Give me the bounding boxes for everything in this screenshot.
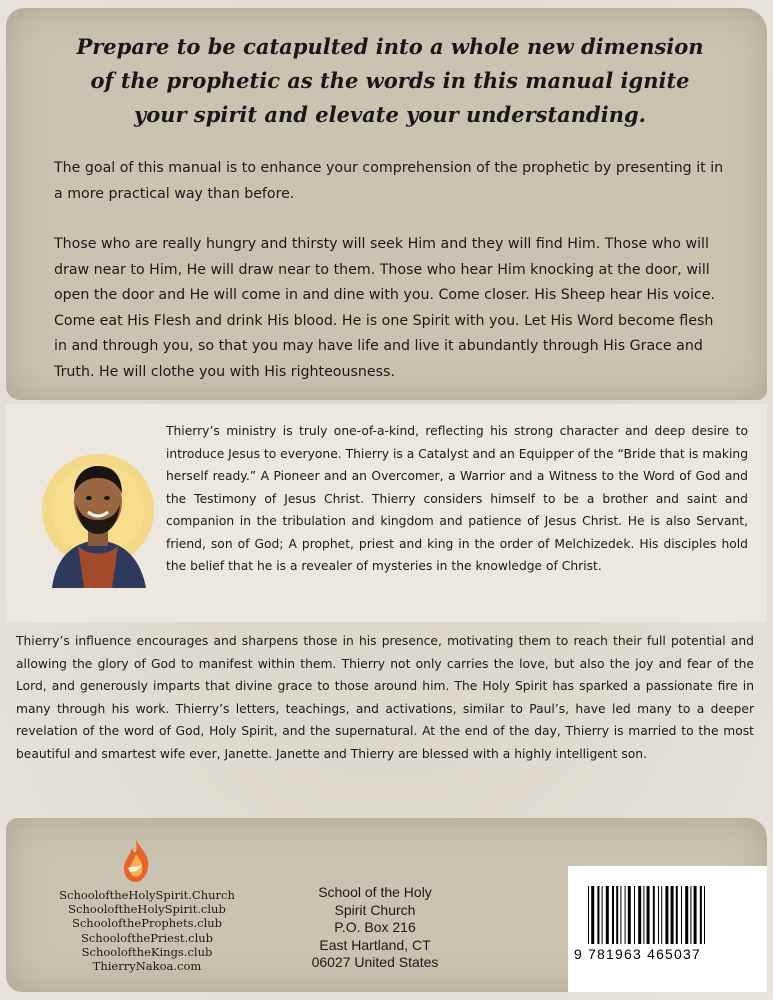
barcode-bar — [676, 886, 678, 944]
intro-paragraph: Those who are really hungry and thirsty will seek Him and they will find Him. Those who will draw near to Him, He will draw near to them. Those who hear Him knocking at the door, will open the door and He will come in and dine with you. Come closer. His Sheep hear His voice. Come eat His Flesh and drink His blood. He is one Spirit with you. Let His Word become flesh in and through you, so that you may have life and live it abundantly through His Grace and Truth. He will clothe you with His righteousness. — [54, 236, 716, 380]
barcode-bar — [602, 886, 603, 944]
website-link[interactable]: SchooloftheHolySpirit.Church — [59, 888, 235, 902]
barcode-bar — [588, 886, 589, 944]
barcode-bar — [606, 886, 609, 944]
address-line: East Hartland, CT — [319, 936, 431, 953]
barcode-bar — [625, 886, 626, 944]
flame-dove-logo-icon — [116, 838, 156, 886]
bio-paragraph: Thierry’s influence encourages and sharpens those in his presence, motivating them to reach their full potential and allowing the glory of God to manifest within them. Thierry not only carries the love, but also the joy and fear of the Lord, and generously imparts that divine grace to those around him. The Holy Spirit has sparked a passionate fire in many through his work. Thierry’s letters, teachings, and activations, similar to Paul’s, have led many to a deeper revelation of the word of God, Holy Spirit, and the supernatural. At the end of the day, Thierry is married to the most beautiful and smartest wife ever, Janette. Janette and Thierry are blessed with a highly intelligent son. — [16, 634, 754, 761]
intro-paragraph: The goal of this manual is to enhance your comprehension of the prophetic by presenting it in a more practical way than before. — [54, 160, 724, 202]
barcode-bars — [588, 886, 748, 944]
barcode-bar — [616, 886, 618, 944]
barcode-bar — [690, 886, 691, 944]
tagline: Prepare to be catapulted into a whole new dimension of the prophetic as the words in this manual ignite your spirit and elevate your understanding. — [76, 34, 704, 127]
bio-paragraph: Thierry’s ministry is truly one-of-a-kind, reflecting his strong character and deep desire to introduce Jesus to everyone. Thierry is a Catalyst and an Equipper of the “Bride that is making herself ready.” A Pioneer and an Overcomer, a Warrior and a Witness to the Word of God and the Testimony of Jesus Christ. Thierry considers himself to be a brother and saint and companion in the tribulation and kingdom and patience of Jesus Christ. He is also Servant, friend, son of God; A prophet, priest and king in the order of Melchizedek. His disciples hold the belief that he is a revealer of mysteries in the knowledge of Christ. — [166, 424, 748, 573]
barcode-bar — [681, 886, 682, 944]
website-link[interactable]: SchooloftheProphets.club — [71, 916, 223, 931]
isbn-barcode — [568, 866, 767, 992]
address-line: School of the Holy — [318, 884, 432, 900]
barcode-bar — [638, 886, 641, 944]
barcode-bar — [661, 886, 662, 944]
barcode-bar — [597, 886, 599, 944]
barcode-bar — [704, 886, 705, 944]
address-line: Spirit Church — [334, 901, 416, 918]
barcode-bar — [634, 886, 635, 944]
barcode-bar — [647, 886, 650, 944]
barcode-bar — [620, 886, 621, 944]
barcode-bar — [658, 886, 659, 944]
website-link[interactable]: SchooloftheKings.club — [81, 944, 213, 959]
barcode-bar — [591, 886, 594, 944]
barcode-bar — [694, 886, 697, 944]
barcode-bar — [671, 886, 674, 944]
address-line: P.O. Box 216 — [334, 919, 416, 935]
author-portrait — [38, 438, 158, 588]
barcode-bar — [612, 886, 614, 944]
barcode-bar — [700, 886, 702, 944]
barcode-bar — [665, 886, 668, 944]
barcode-digits: 9 781963 465037 — [574, 946, 701, 962]
barcode-bar — [628, 886, 631, 944]
website-list — [52, 888, 242, 973]
address-line: 06027 United States — [311, 954, 439, 970]
website-link[interactable]: SchooloftheHolySpirit.club — [68, 902, 226, 917]
barcode-bar — [643, 886, 644, 944]
website-link[interactable]: SchoolofthePriest.club — [80, 930, 214, 945]
mailing-address — [292, 884, 458, 972]
website-link[interactable]: ThierryNakoa.com — [92, 959, 202, 974]
barcode-bar — [653, 886, 655, 944]
barcode-bar — [685, 886, 688, 944]
